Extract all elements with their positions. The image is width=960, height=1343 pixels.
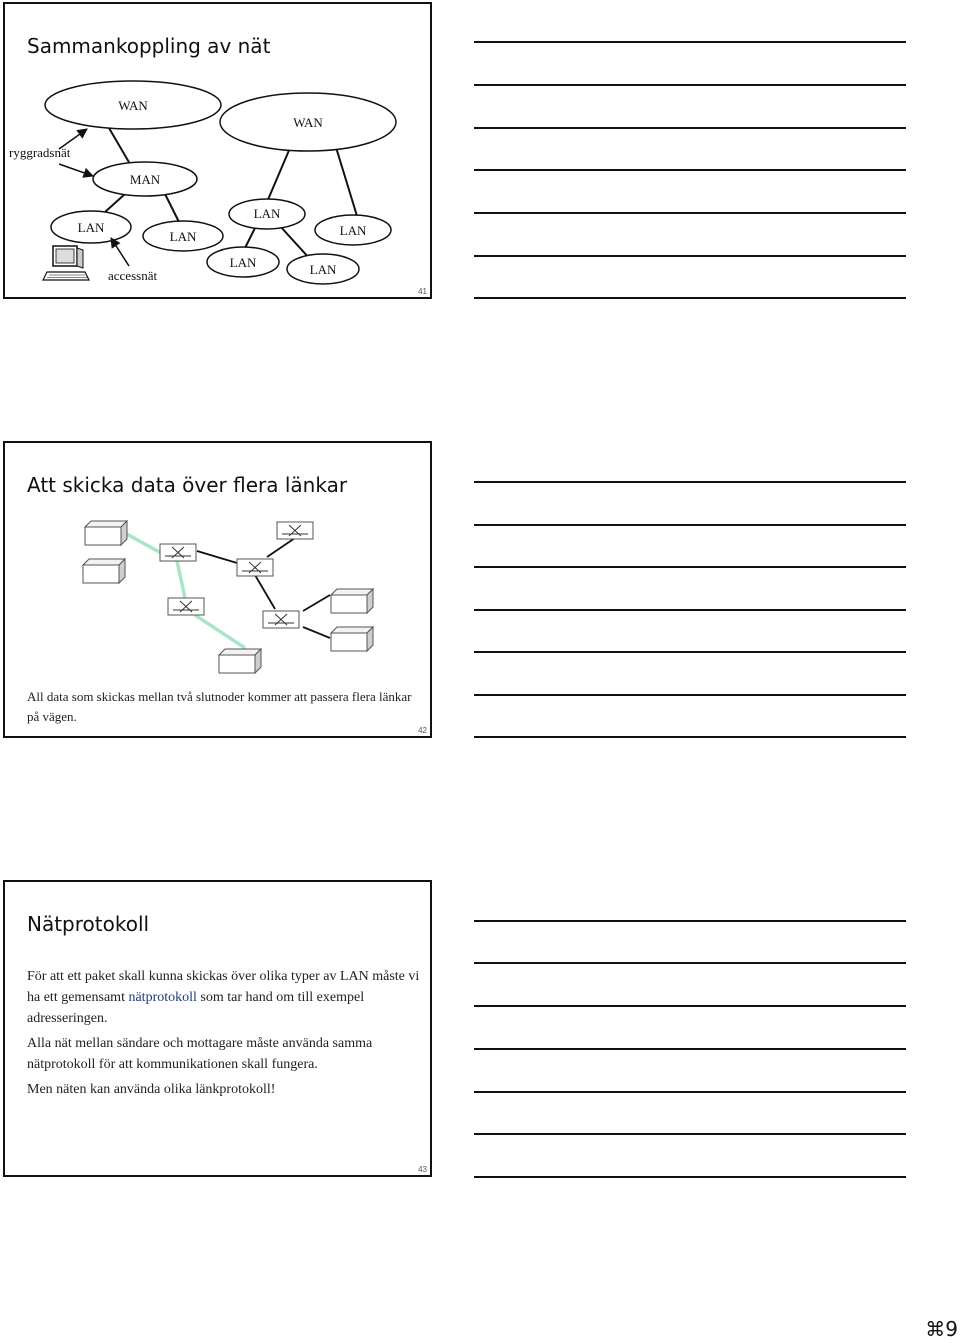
paragraph-2: Alla nät mellan sändare och mottagare måste använda samma nätprotokoll för att kommunikationen skall fungera. xyxy=(27,1036,373,1072)
label-lan-5: LAN xyxy=(229,255,257,270)
footer-page-marker xyxy=(925,1317,958,1341)
page-number: 43 xyxy=(418,1165,427,1174)
host-box-icon xyxy=(331,589,373,613)
label-lan-1: LAN xyxy=(77,220,105,235)
slide-title: Sammankoppling av nät xyxy=(27,34,271,58)
notes-area-43 xyxy=(474,880,906,1180)
note-line xyxy=(474,169,906,171)
note-line xyxy=(474,736,906,738)
host-box-icon xyxy=(331,627,373,651)
text-span: För att ett paket skall kunna skickas över olika typer av LAN måste vi ha ett gemensamt xyxy=(27,969,420,1005)
network-hierarchy-diagram xyxy=(5,4,434,301)
label-lan-4: LAN xyxy=(339,223,367,238)
paragraph-3: Men näten kan använda olika länkprotokoll! xyxy=(27,1082,276,1097)
note-line xyxy=(474,127,906,129)
note-line xyxy=(474,1005,906,1007)
page-number: 42 xyxy=(418,726,427,735)
note-line xyxy=(474,1048,906,1050)
slide-caption: All data som skickas mellan två slutnoder kommer att passera flera länkar på vägen. xyxy=(27,689,412,724)
highlighted-term: nätprotokoll xyxy=(128,990,197,1005)
label-wan-2: WAN xyxy=(293,115,323,130)
label-lan-3: LAN xyxy=(253,206,281,221)
label-access: accessnät xyxy=(108,268,158,283)
router-icon xyxy=(277,522,313,539)
slide-body xyxy=(27,966,422,1104)
notes-area-41 xyxy=(474,0,906,300)
label-man: MAN xyxy=(129,172,161,187)
slide-title: Nätprotokoll xyxy=(27,912,150,936)
note-line xyxy=(474,694,906,696)
note-line xyxy=(474,41,906,43)
note-line xyxy=(474,1091,906,1093)
label-lan-2: LAN xyxy=(169,229,197,244)
note-line xyxy=(474,481,906,483)
note-line xyxy=(474,566,906,568)
slide-43 xyxy=(3,880,432,1177)
note-line xyxy=(474,84,906,86)
router-icon xyxy=(237,559,273,576)
slide-title: Att skicka data över flera länkar xyxy=(27,473,348,497)
note-line xyxy=(474,524,906,526)
label-wan-1: WAN xyxy=(118,98,148,113)
notes-area-42 xyxy=(474,440,906,740)
footer-page-number: 9 xyxy=(945,1317,958,1341)
note-line xyxy=(474,297,906,299)
note-line xyxy=(474,609,906,611)
host-box-icon xyxy=(83,559,125,583)
router-icon xyxy=(160,544,196,561)
page-number: 41 xyxy=(418,287,427,296)
router-icon xyxy=(263,611,299,628)
slide-42 xyxy=(3,441,432,738)
note-line xyxy=(474,212,906,214)
note-line xyxy=(474,255,906,257)
label-lan-6: LAN xyxy=(309,262,337,277)
host-box-icon xyxy=(85,521,127,545)
router-icon xyxy=(168,598,204,615)
note-line xyxy=(474,920,906,922)
text-span: som tar hand om till exempel adresseringen. xyxy=(27,990,365,1026)
command-key-icon: ⌘ xyxy=(925,1317,946,1341)
note-line xyxy=(474,651,906,653)
paragraph-1 xyxy=(27,966,422,1029)
label-backbone: ryggradsnät xyxy=(9,145,71,160)
note-line xyxy=(474,1133,906,1135)
note-line xyxy=(474,962,906,964)
host-box-icon xyxy=(219,649,261,673)
slide-41 xyxy=(3,2,432,299)
note-line xyxy=(474,1176,906,1178)
computer-icon xyxy=(43,246,89,280)
